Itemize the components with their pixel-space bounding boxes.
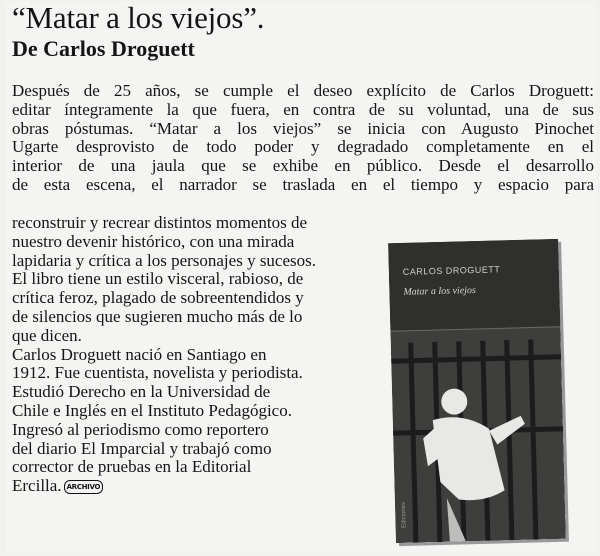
body-line: Ingresó al periodismo como reportero bbox=[12, 419, 269, 439]
body-line: de esta escena, el narrador se traslada en el tiempo y espacio para bbox=[12, 174, 594, 194]
body-line: que dicen. bbox=[12, 325, 82, 345]
article-body-full-width bbox=[12, 82, 594, 195]
cover-title: Matar a los viejos bbox=[403, 284, 477, 298]
body-line: obras póstumas. “Matar a los viejos” se inicia con Augusto Pinochet bbox=[12, 118, 594, 138]
publication-logo: ARCHIVO bbox=[64, 480, 104, 494]
body-line: Después de 25 años, se cumple el deseo explícito de Carlos Droguett: bbox=[12, 81, 594, 100]
cover-spine-text: Ediciones bbox=[400, 501, 408, 529]
body-line: El libro tiene un estilo visceral, rabioso, de bbox=[12, 269, 304, 289]
body-line: corrector de pruebas en la Editorial bbox=[12, 457, 252, 477]
cover-author: CARLOS DROGUETT bbox=[402, 264, 501, 277]
body-line: del diario El Imparcial y trabajó como bbox=[12, 438, 272, 458]
body-line: 1912. Fue cuentista, novelista y periodista. bbox=[12, 363, 303, 383]
body-line: editar íntegramente la que fuera, en contra de su voluntad, una de sus bbox=[12, 99, 594, 119]
body-line-last bbox=[12, 477, 382, 496]
article-subtitle: De Carlos Droguett bbox=[12, 36, 195, 61]
body-line: crítica feroz, plagado de sobreentendidos y bbox=[12, 288, 304, 308]
body-line: interior de una jaula que se exhibe en público. Desde el desarrollo bbox=[12, 156, 594, 176]
body-line: de silencios que sugieren mucho más de lo bbox=[12, 306, 303, 326]
body-line: Carlos Droguett nació en Santiago en bbox=[12, 344, 267, 364]
book-cover-image bbox=[388, 239, 566, 543]
body-line: Estudió Derecho en la Universidad de bbox=[12, 382, 271, 402]
article-title: “Matar a los viejos”. bbox=[12, 0, 265, 35]
body-line: lapidaria y crítica a los personajes y sucesos. bbox=[12, 250, 317, 270]
body-line: Chile e Inglés en el Instituto Pedagógico. bbox=[12, 400, 292, 420]
body-line: Ugarte desprovisto de todo poder y degradado completamente en el bbox=[12, 137, 594, 157]
article-body-narrow bbox=[12, 214, 382, 496]
body-line: nuestro devenir histórico, con una mirada bbox=[12, 231, 295, 251]
last-line-text: Ercilla. bbox=[12, 476, 62, 496]
body-line: reconstruir y recrear distintos momentos de bbox=[12, 213, 308, 232]
